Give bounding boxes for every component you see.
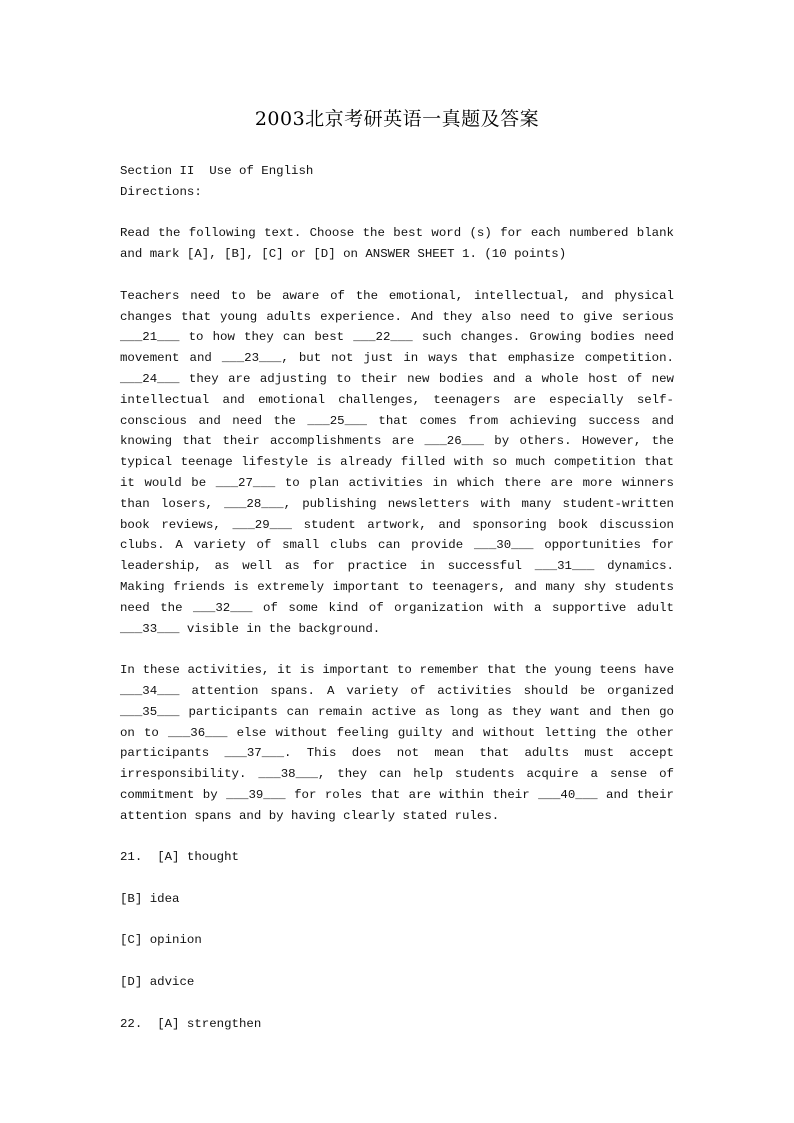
- document-body: [120, 161, 674, 1055]
- document-title: 2003北京考研英语一真题及答案: [254, 108, 540, 130]
- question-22-number: 22.: [120, 1016, 143, 1031]
- question-21-option-b: [B] idea: [120, 891, 180, 906]
- question-21-number: 21.: [120, 850, 143, 865]
- question-22-option-a: [120, 1014, 674, 1035]
- section-heading: Section II Use of English: [120, 164, 314, 178]
- question-21-option-c: [C] opinion: [120, 933, 202, 948]
- question-21-option-a-text: [A] thought: [157, 850, 239, 865]
- instructions-paragraph: Read the following text. Choose the best word (s) for each numbered blank and mark [A], [B], [C] or [D] on ANSWER SHEET 1. (10 points): [120, 226, 674, 262]
- passage-paragraph-2: In these activities, it is important to remember that the young teens have ___34___ attention spans. A variety of activities should be organized ___35___ participants can remain active as long as they want and then go on to ___36___ else without feeling guilty and without letting the other participants ___37___. This does not mean that adults must accept irresponsibility. ___38___, they can help students acquire a sense of commitment by ___39___ for roles that are within their ___40___ and their attention spans and by having clearly stated rules.: [120, 663, 674, 823]
- question-22-option-a-text: [A] strengthen: [157, 1016, 262, 1031]
- question-21-option-d: [D] advice: [120, 975, 195, 990]
- passage-paragraph-1: Teachers need to be aware of the emotional, intellectual, and physical changes that young adults experience. And they also need to give serious ___21___ to how they can best ___22___ such changes. Growing bodies need movement and ___23___, but not just in ways that emphasize competition. ___24___ they are adjusting to their new bodies and a whole host of new intellectual and emotional challenges, teenagers are especially self-conscious and need the ___25___ that comes from achieving success and knowing that their accomplishments are ___26___ by others. However, the typical teenage lifestyle is already filled with so much competition that it would be ___27___ to plan activities in which there are more winners than losers, ___28___, publishing newsletters with many student-written book reviews, ___29___ student artwork, and sponsoring book discussion clubs. A variety of small clubs can provide ___30___ opportunities for leadership, as well as for practice in successful ___31___ dynamics. Making friends is extremely important to teenagers, and many shy students need the ___32___ of some kind of organization with a supportive adult ___33___ visible in the background.: [120, 288, 674, 636]
- directions-label: Directions:: [120, 184, 202, 199]
- question-21-option-a: [120, 847, 674, 868]
